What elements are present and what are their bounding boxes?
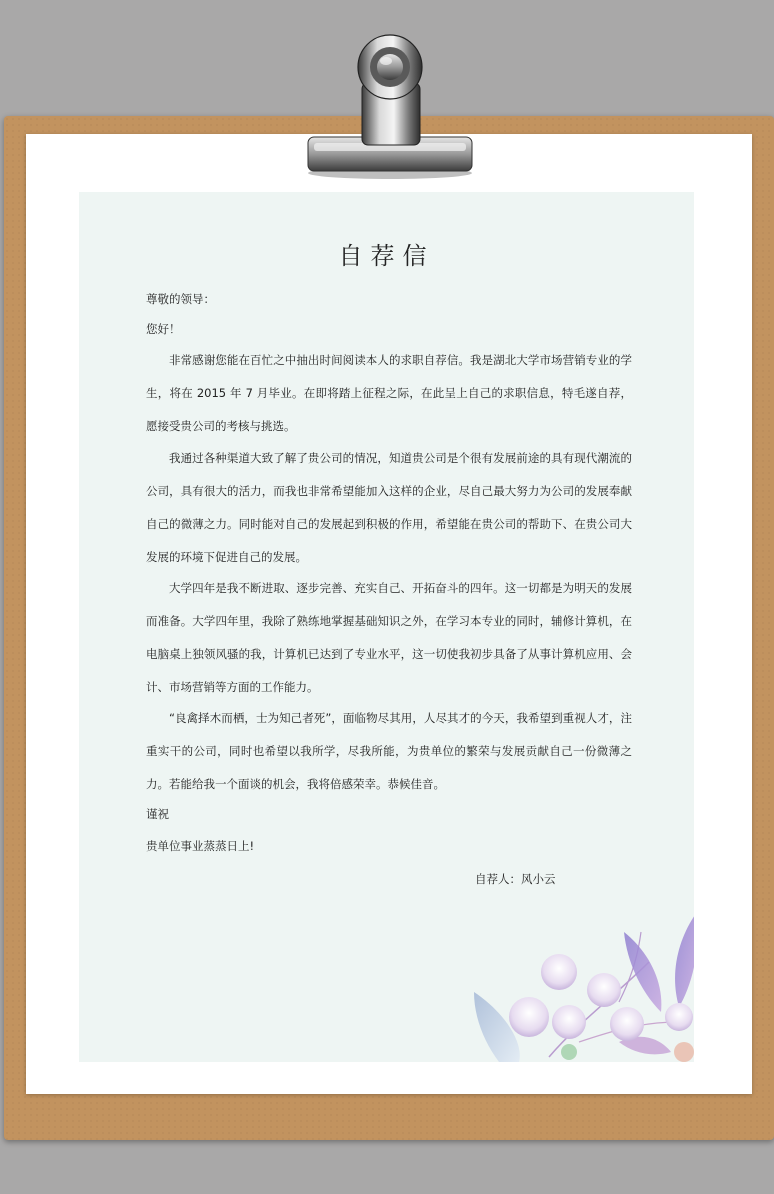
letter-signature: 自荐人：风小云 (475, 872, 556, 886)
letter-paragraph-4: “良禽择木而栖，士为知己者死”，面临物尽其用，人尽其才的今天，我希望到重视人才，注重实干的公司，同时也希望以我所学，尽我所能，为贵单位的繁荣与发展贡献自己一份微薄之力。若能给我一个面谈的机会，我将倍感荣幸。恭候佳音。 (146, 711, 632, 791)
letter-greeting: 您好！ (146, 322, 181, 336)
letter-paragraph-1: 非常感谢您能在百忙之中抽出时间阅读本人的求职自荐信。我是湖北大学市场营销专业的学生，将在 2015 年 7 月毕业。在即将踏上征程之际，在此呈上自己的求职信息，特毛遂自荐，愿接受贵公司的考核与挑选。 (146, 353, 632, 433)
letter-paragraph-3: 大学四年是我不断进取、逐步完善、充实自己、开拓奋斗的四年。这一切都是为明天的发展而准备。大学四年里，我除了熟练地掌握基础知识之外，在学习本专业的同时，辅修计算机，在电脑桌上独领风骚的我，计算机已达到了专业水平，这一切使我初步具备了从事计算机应用、会计、市场营销等方面的工作能力。 (146, 581, 632, 694)
letter-closing-2: 贵单位事业蒸蒸日上! (146, 839, 255, 853)
letter-closing-1: 谨祝 (146, 807, 169, 821)
letter-body (79, 192, 694, 1062)
letter-title: 自荐信 (338, 242, 435, 270)
letter-salutation: 尊敬的领导： (146, 292, 215, 306)
binder-clip-icon (300, 25, 480, 180)
watercolor-flowers-decoration (379, 892, 694, 1062)
letter-paragraph-2: 我通过各种渠道大致了解了贵公司的情况，知道贵公司是个很有发展前途的具有现代潮流的公司，具有很大的活力，而我也非常希望能加入这样的企业，尽自己最大努力为公司的发展奉献自己的微薄之力。同时能对自己的发展起到积极的作用，希望能在贵公司的帮助下、在贵公司大发展的环境下促进自己的发展。 (146, 451, 632, 564)
